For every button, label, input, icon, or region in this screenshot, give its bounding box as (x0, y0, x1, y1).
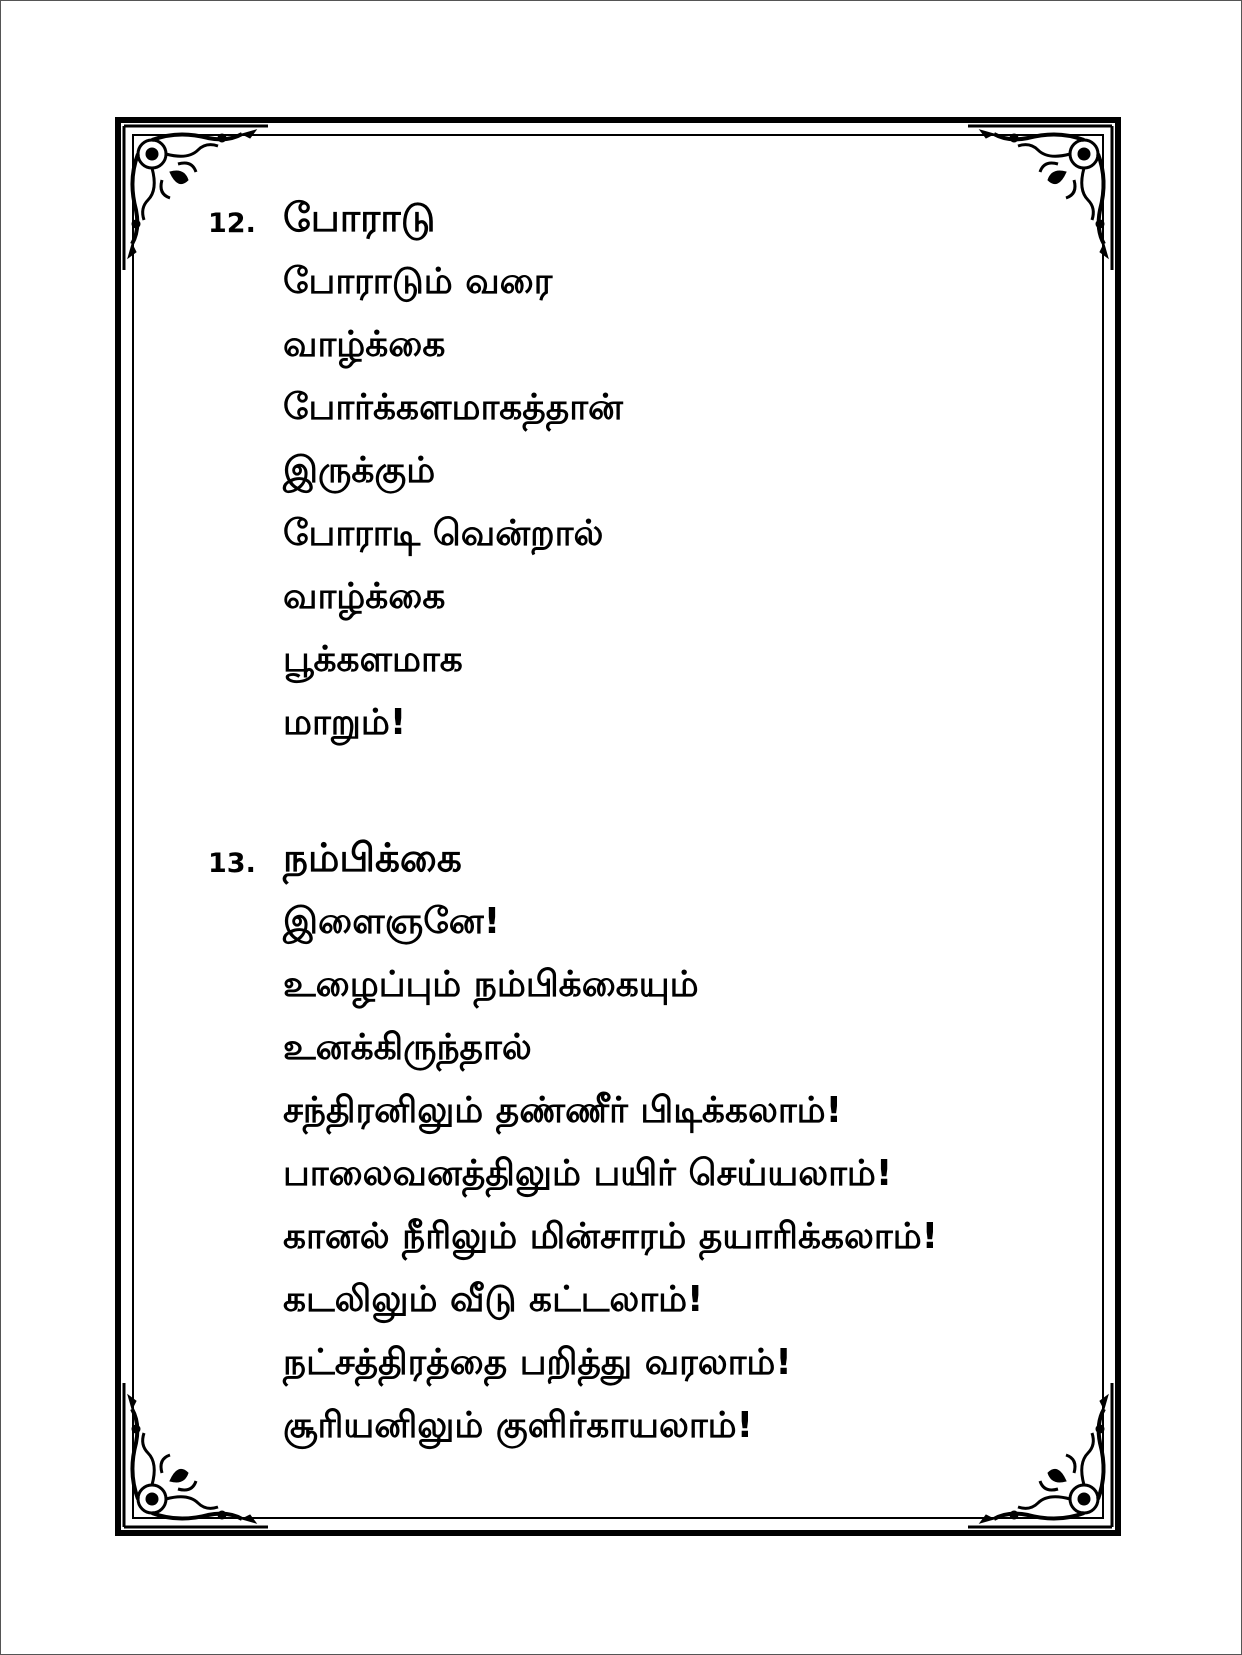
poem-12 (0, 190, 1242, 756)
poem-title: போராடு (283, 196, 436, 241)
poem-lines (0, 252, 1242, 756)
poem-line: மாறும்! (283, 702, 407, 743)
poem-line: இளைஞனே! (283, 901, 501, 942)
poem-number: 13. (208, 848, 256, 879)
poem-line: போராடி வென்றால் (283, 513, 604, 554)
poem-line: பாலைவனத்திலும் பயிர் செய்யலாம்! (283, 1153, 893, 1194)
poem-line: இருக்கும் (283, 450, 436, 491)
poem-heading (0, 190, 1242, 252)
poem-line: வாழ்க்கை (283, 324, 446, 365)
poem-line: பூக்களமாக (283, 639, 463, 680)
poem-line: நட்சத்திரத்தை பறித்து வரலாம்! (283, 1342, 792, 1383)
poem-line: சந்திரனிலும் தண்ணீர் பிடிக்கலாம்! (283, 1090, 843, 1131)
poem-line: உழைப்பும் நம்பிக்கையும் (283, 964, 699, 1005)
poem-line: போராடும் வரை (283, 261, 553, 302)
poem-title: நம்பிக்கை (283, 836, 462, 881)
poem-13 (0, 830, 1242, 1459)
poem-line: வாழ்க்கை (283, 576, 446, 617)
poem-number: 12. (208, 208, 256, 239)
poem-line: சூரியனிலும் குளிர்காயலாம்! (283, 1405, 754, 1446)
poem-heading (0, 830, 1242, 892)
poem-line: கடலிலும் வீடு கட்டலாம்! (283, 1279, 704, 1320)
poem-line: கானல் நீரிலும் மின்சாரம் தயாரிக்கலாம்! (283, 1216, 939, 1257)
poem-lines (0, 892, 1242, 1459)
poem-line: போர்க்களமாகத்தான் (283, 387, 623, 428)
poem-line: உனக்கிருந்தால் (283, 1027, 532, 1068)
